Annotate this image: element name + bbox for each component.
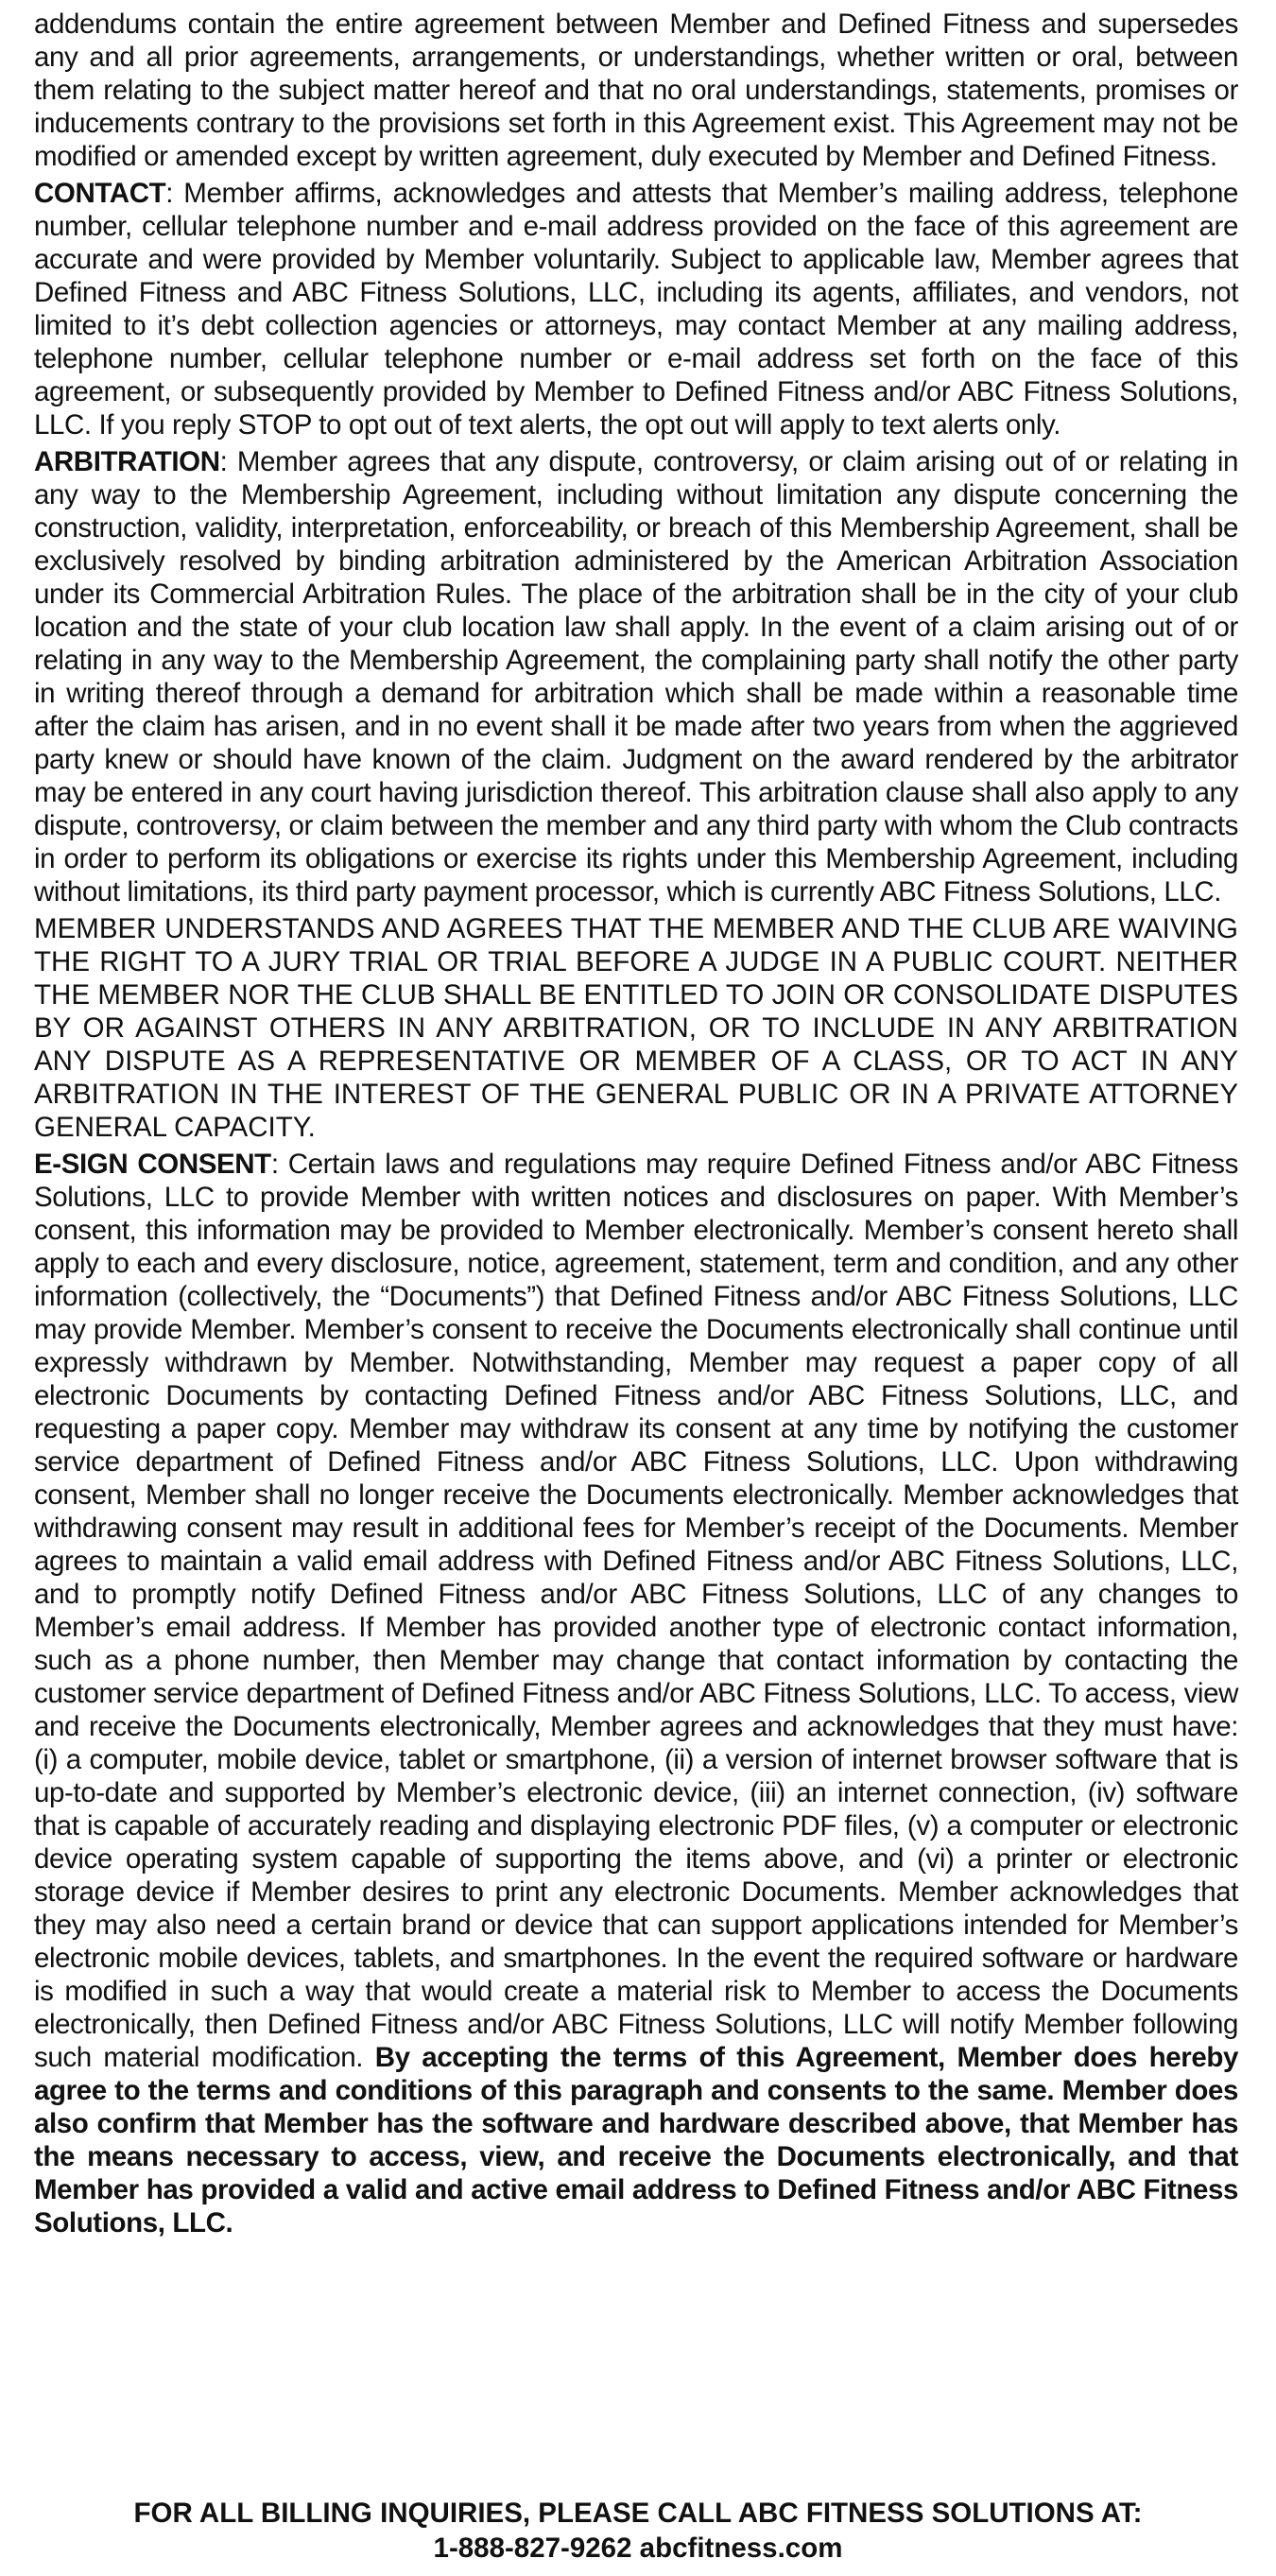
arbitration-heading: ARBITRATION [34,446,220,477]
jury-waiver-text: MEMBER UNDERSTANDS AND AGREES THAT THE MEMBER AND THE CLUB ARE WAIVING THE RIGHT TO A JURY TRIAL OR TRIAL BEFORE A JUDGE IN A PUBLIC COURT. NEITHER THE MEMBER NOR THE CLUB SHALL BE ENTITLED TO JOIN OR CONSOLIDATE DISPUTES BY OR AGAINST OTHERS IN ANY ARBITRATION, OR TO INCLUDE IN ANY ARBITRATION ANY DISPUTE AS A REPRESENTATIVE OR MEMBER OF A CLASS, OR TO ACT IN ANY ARBITRATION IN THE INTEREST OF THE GENERAL PUBLIC OR IN A PRIVATE ATTORNEY GENERAL CAPACITY. [34,913,1238,1143]
arbitration-paragraph [34,445,1238,908]
contact-paragraph [34,177,1238,441]
contact-text: : Member affirms, acknowledges and attests that Member’s mailing address, telephone number, cellular telephone number and e-mail address provided on the face of this agreement are accurate and were provided by Member voluntarily. Subject to applicable law, Member agrees that Defined Fitness and ABC Fitness Solutions, LLC, including its agents, affiliates, and vendors, not limited to it’s debt collection agencies or attorneys, may contact Member at any mailing address, telephone number, cellular telephone number or e-mail address set forth on the face of this agreement, or subsequently provided by Member to Defined Fitness and/or ABC Fitness Solutions, LLC. If you reply STOP to opt out of text alerts, the opt out will apply to text alerts only. [34,178,1238,441]
arbitration-text: : Member agrees that any dispute, controversy, or claim arising out of or relating in any way to the Membership Agreement, including without limitation any dispute concerning the construction, validity, interpretation, enforceability, or breach of this Membership Agreement, shall be exclusively resolved by binding arbitration administered by the American Arbitration Association under its Commercial Arbitration Rules. The place of the arbitration shall be in the city of your club location and the state of your club location law shall apply. In the event of a claim arising out of or relating in any way to the Membership Agreement, the complaining party shall notify the other party in writing thereof through a demand for arbitration which shall be made within a reasonable time after the claim has arisen, and in no event shall it be made after two years from when the aggrieved party knew or should have known of the claim. Judgment on the award rendered by the arbitrator may be entered in any court having jurisdiction thereof. This arbitration clause shall also apply to any dispute, controversy, or claim between the member and any third party with whom the Club contracts in order to perform its obligations or exercise its rights under this Membership Agreement, including without limitations, its third party payment processor, which is currently ABC Fitness Solutions, LLC. [34,446,1238,908]
billing-footer [0,2496,1276,2566]
contact-heading: CONTACT [34,178,166,209]
esign-consent-bold-text: By accepting the terms of this Agreement, Member does hereby agree to the terms and conditions of this paragraph and consents to the same. Member does also confirm that Member has the software and hardware described above, that Member has the means necessary to access, view, and receive the Documents electronically, and that Member has provided a valid and active email address to Defined Fitness and/or ABC Fitness Solutions, LLC. [34,2042,1238,2239]
jury-waiver-paragraph [34,912,1238,1144]
esign-heading: E-SIGN CONSENT [34,1149,271,1180]
esign-text: : Certain laws and regulations may require Defined Fitness and/or ABC Fitness Solutions, LLC to provide Member with written notices and disclosures on paper. With Member’s consent, this information may be provided to Member electronically. Member’s consent hereto shall apply to each and every disclosure, notice, agreement, statement, term and condition, and any other information (collectively, the “Documents”) that Defined Fitness and/or ABC Fitness Solutions, LLC may provide Member. Member’s consent to receive the Documents electronically shall continue until expressly withdrawn by Member. Notwithstanding, Member may request a paper copy of all electronic Documents by contacting Defined Fitness and/or ABC Fitness Solutions, LLC, and requesting a paper copy. Member may withdraw its consent at any time by notifying the customer service department of Defined Fitness and/or ABC Fitness Solutions, LLC. Upon withdrawing consent, Member shall no longer receive the Documents electronically. Member acknowledges that withdrawing consent may result in additional fees for Member’s receipt of the Documents. Member agrees to maintain a valid email address with Defined Fitness and/or ABC Fitness Solutions, LLC, and to promptly notify Defined Fitness and/or ABC Fitness Solutions, LLC of any changes to Member’s email address. If Member has provided another type of electronic contact information, such as a phone number, then Member may change that contact information by contacting the customer service department of Defined Fitness and/or ABC Fitness Solutions, LLC. To access, view and receive the Documents electronically, Member agrees and acknowledges that they must have: (i) a computer, mobile device, tablet or smartphone, (ii) a version of internet browser software that is up-to-date and supported by Member’s electronic device, (iii) an internet connection, (iv) software that is capable of accurately reading and displaying electronic PDF files, (v) a computer or electronic device operating system capable of supporting the items above, and (vi) a printer or electronic storage device if Member desires to print any electronic Documents. Member acknowledges that they may also need a certain brand or device that can support applications intended for Member’s electronic mobile devices, tablets, and smartphones. In the event the required software or hardware is modified in such a way that would create a material risk to Member to access the Documents electronically, then Defined Fitness and/or ABC Fitness Solutions, LLC will notify Member following such material modification. [34,1149,1239,2073]
billing-contact-line: 1-888-827-9262 abcfitness.com [433,2533,843,2564]
esign-paragraph [34,1148,1238,2239]
intro-paragraph [34,8,1238,173]
billing-inquiries-line: FOR ALL BILLING INQUIRIES, PLEASE CALL ABC FITNESS SOLUTIONS AT: [133,2498,1143,2529]
intro-text: addendums contain the entire agreement between Member and Defined Fitness and supersedes any and all prior agreements, arrangements, or understandings, whether written or oral, between them relating to the subject matter hereof and that no oral understandings, statements, promises or inducements contrary to the provisions set forth in this Agreement exist. This Agreement may not be modified or amended except by written agreement, duly executed by Member and Defined Fitness. [34,9,1238,172]
